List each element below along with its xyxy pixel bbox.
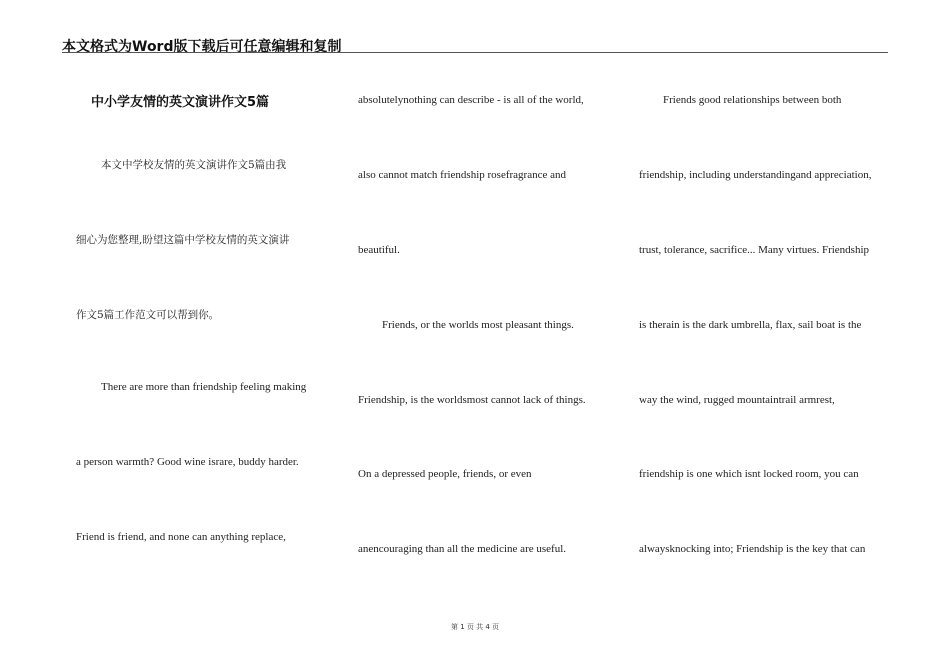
paragraph-line: There are more than friendship feeling making <box>101 381 307 393</box>
paragraph-line: Friendship, is the worldsmost cannot lack of things. <box>358 394 586 406</box>
paragraph-line: a person warmth? Good wine israre, buddy harder. <box>76 456 299 468</box>
page-number-footer: 第 1 页 共 4 页 <box>450 623 500 631</box>
paragraph-line: anencouraging than all the medicine are useful. <box>358 543 566 555</box>
paragraph-line: trust, tolerance, sacrifice... Many virtues. Friendship <box>639 244 870 256</box>
paragraph-line: beautiful. <box>358 244 400 256</box>
paragraph-line: 本文中学校友情的英文演讲作文5篇由我 <box>101 159 287 171</box>
paragraph-line: absolutelynothing can describe - is all of the world, <box>358 94 584 106</box>
paragraph-line: On a depressed people, friends, or even <box>358 468 532 480</box>
paragraph-line: is therain is the dark umbrella, flax, sail boat is the <box>639 319 862 331</box>
paragraph-line: friendship, including understandingand appreciation, <box>639 169 872 181</box>
header-rule <box>62 52 888 53</box>
paragraph-line: friendship is one which isnt locked room, you can <box>639 468 859 480</box>
paragraph-line: 细心为您整理,盼望这篇中学校友情的英文演讲 <box>76 234 290 246</box>
paragraph-line: Friends good relationships between both <box>663 94 842 106</box>
paragraph-line: way the wind, rugged mountaintrail armrest, <box>639 394 835 406</box>
paragraph-line: Friend is friend, and none can anything replace, <box>76 531 286 543</box>
document-header: 本文格式为Word版下载后可任意编辑和复制 <box>62 39 342 55</box>
article-title: 中小学友情的英文演讲作文5篇 <box>91 95 270 110</box>
paragraph-line: also cannot match friendship rosefragrance and <box>358 169 566 181</box>
paragraph-line: alwaysknocking into; Friendship is the key that can <box>639 543 866 555</box>
paragraph-line: Friends, or the worlds most pleasant things. <box>382 319 574 331</box>
paragraph-line: 作文5篇工作范文可以帮到你。 <box>76 309 220 321</box>
